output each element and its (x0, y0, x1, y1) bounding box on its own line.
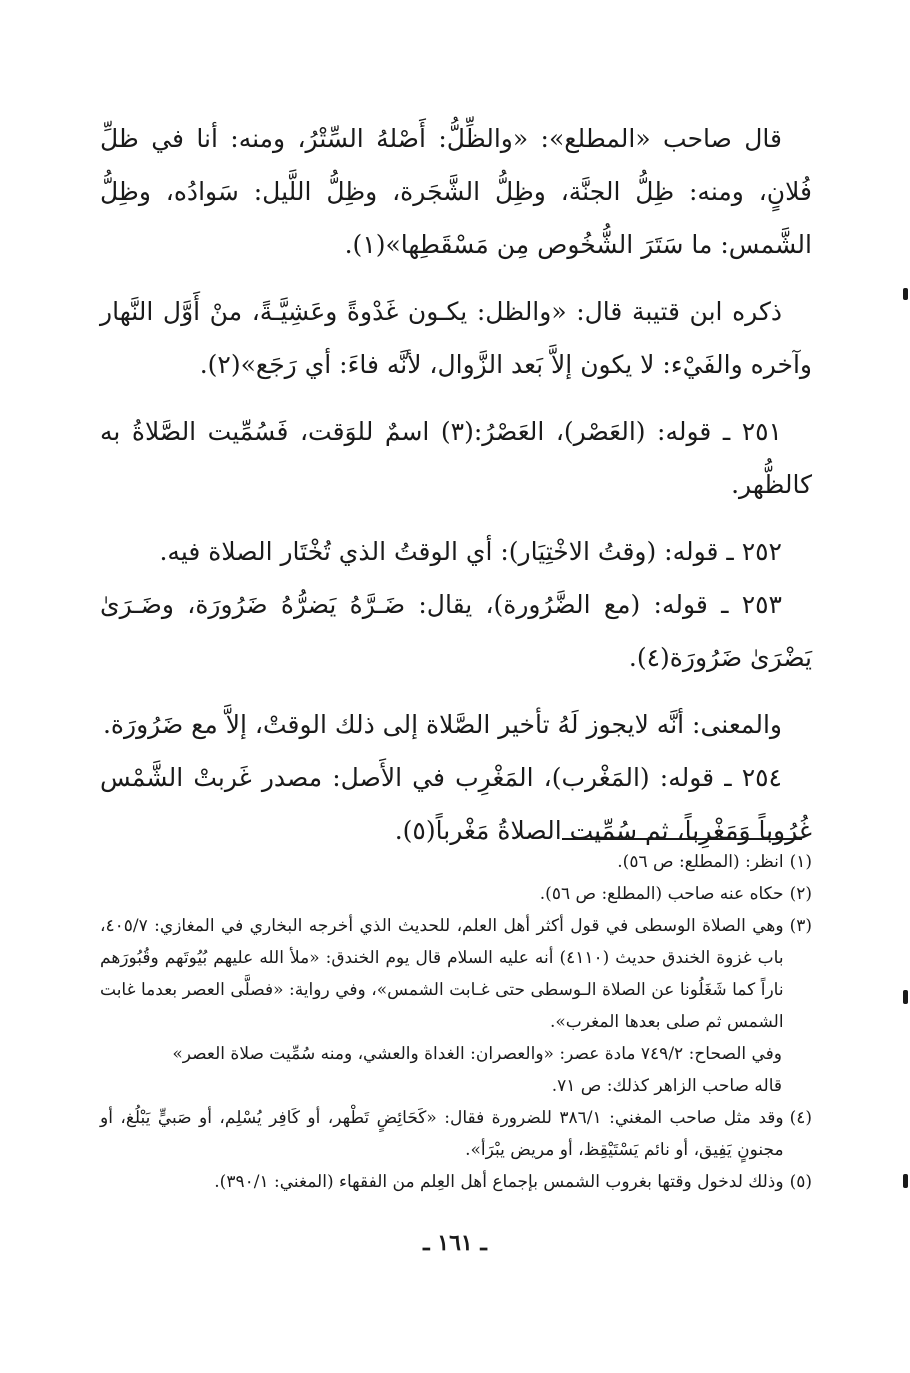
footnote-text: حكاه عنه صاحب (المطلع: ص ٥٦). (539, 884, 784, 904)
main-text (100, 112, 812, 857)
paragraph-mutla-quote: قال صاحب «المطلع»: «والظِّلُّ: أَصْلهُ السِّتْرُ، ومنه: أنا في ظلِّ فُلانٍ، ومنه: ظِلُّ الجنَّة، وظِلُّ الشَّجَرة، وظِلُّ اللَّيل: سَوادُه، وظِلُّ الشَّمس: ما سَتَرَ الشُّخُوص مِن مَسْقَطِها»(١). (100, 124, 812, 259)
footnote-4 (100, 1102, 812, 1166)
footnote-3 (100, 910, 812, 1038)
footnote-2 (100, 878, 812, 910)
paragraph-252: ٢٥٢ ـ قوله: (وقتُ الاخْتِيَار): أي الوقتُ الذي تُخْتَار الصلاة فيه. (159, 537, 782, 566)
footnote-number: (٢) (789, 884, 812, 904)
footnote-text: انظر: (المطلع: ص ٥٦). (617, 852, 784, 872)
binding-mark (903, 288, 908, 300)
binding-mark (903, 1174, 908, 1188)
paragraph-meaning: والمعنى: أنَّه لايجوز لَهُ تأخير الصَّلاة إلى ذلك الوقتْ، إلاَّ مع ضَرُورَة. (102, 710, 782, 739)
paragraph-ibn-qutayba: ذكره ابن قتيبة قال: «والظل: يكـون غَدْوةً وعَشِيَّـةً، منْ أَوَّل النَّهار وآخره والفَيْء: لا يكون إلاَّ بَعد الزَّوال، لأنَّه فاءَ: أي رَجَع»(٢). (100, 297, 812, 379)
footnote-text: وهي الصلاة الوسطى في قول أكثر أهل العلم، للحديث الذي أخرجه البخاري في المغازي: ٤٠٥/٧، باب غزوة الخندق حديث (٤١١٠) أنه عليه السلام قال يوم الخندق: «ملأ الله عليهم بُيُوتَهم وقُبُورَهم ناراً كما شَغَلُونا عن الصلاة الـوسطى حتى غـابت الشمس»، وفي رواية: «فصلَّى العصر بعدما غابت الشمس ثم صلى بعدها المغرب». (100, 916, 784, 1032)
footnote-text: وقد مثل صاحب المغني: ٣٨٦/١ للضرورة فقال: «كَحَائِضٍ تَطْهر، أو كَافِر يُسْلِم، أو صَبيٍّ يَبْلُغ، أو مجنونٍ يَفِيق، أو نائم يَسْتَيْقِظ، أو مريض يبْرَأ». (100, 1108, 784, 1160)
paragraph-253: ٢٥٣ ـ قوله: (مع الضَّرُورة)، يقال: ضَـرَّهُ يَضرُّهُ ضَرُورَة، وضَـرَىٰ يَضْرَىٰ ضَرُورَة(٤). (100, 590, 812, 672)
footnote-number: (٣) (789, 916, 812, 936)
footnote-3-continuation: قاله صاحب الزاهر كذلك: ص ٧١. (551, 1076, 782, 1096)
paragraph-251: ٢٥١ ـ قوله: (العَصْر)، العَصْرُ:(٣) اسمٌ للوَقت، فَسُمِّيت الصَّلاةُ به كالظُّهر. (100, 417, 812, 499)
footnotes (100, 846, 812, 1198)
paragraph-254: ٢٥٤ ـ قوله: (المَغْرب)، المَغْرِب في الأَصل: مصدر غَربتْ الشَّمْس غُرُوباً وَمَغْرِباً، ثم سُمِّيت الصلاةُ مَغْرباً(٥). (100, 763, 812, 845)
binding-mark (903, 990, 908, 1004)
footnote-number: (٥) (789, 1172, 812, 1192)
footnote-number: (٤) (789, 1108, 812, 1128)
footnote-divider (562, 838, 802, 840)
footnote-5 (100, 1166, 812, 1198)
footnote-1 (100, 846, 812, 878)
footnote-text: وذلك لدخول وقتها بغروب الشمس بإجماع أهل العِلم من الفقهاء (المغني: ٣٩٠/١). (214, 1172, 784, 1192)
footnote-number: (١) (789, 852, 812, 872)
footnote-3-continuation: وفي الصحاح: ٧٤٩/٢ مادة عصر: «والعصران: الغداة والعشي، ومنه سُمِّيت صلاة العصر» (172, 1044, 782, 1064)
page-number: ـ ١٦١ ـ (423, 1230, 487, 1256)
